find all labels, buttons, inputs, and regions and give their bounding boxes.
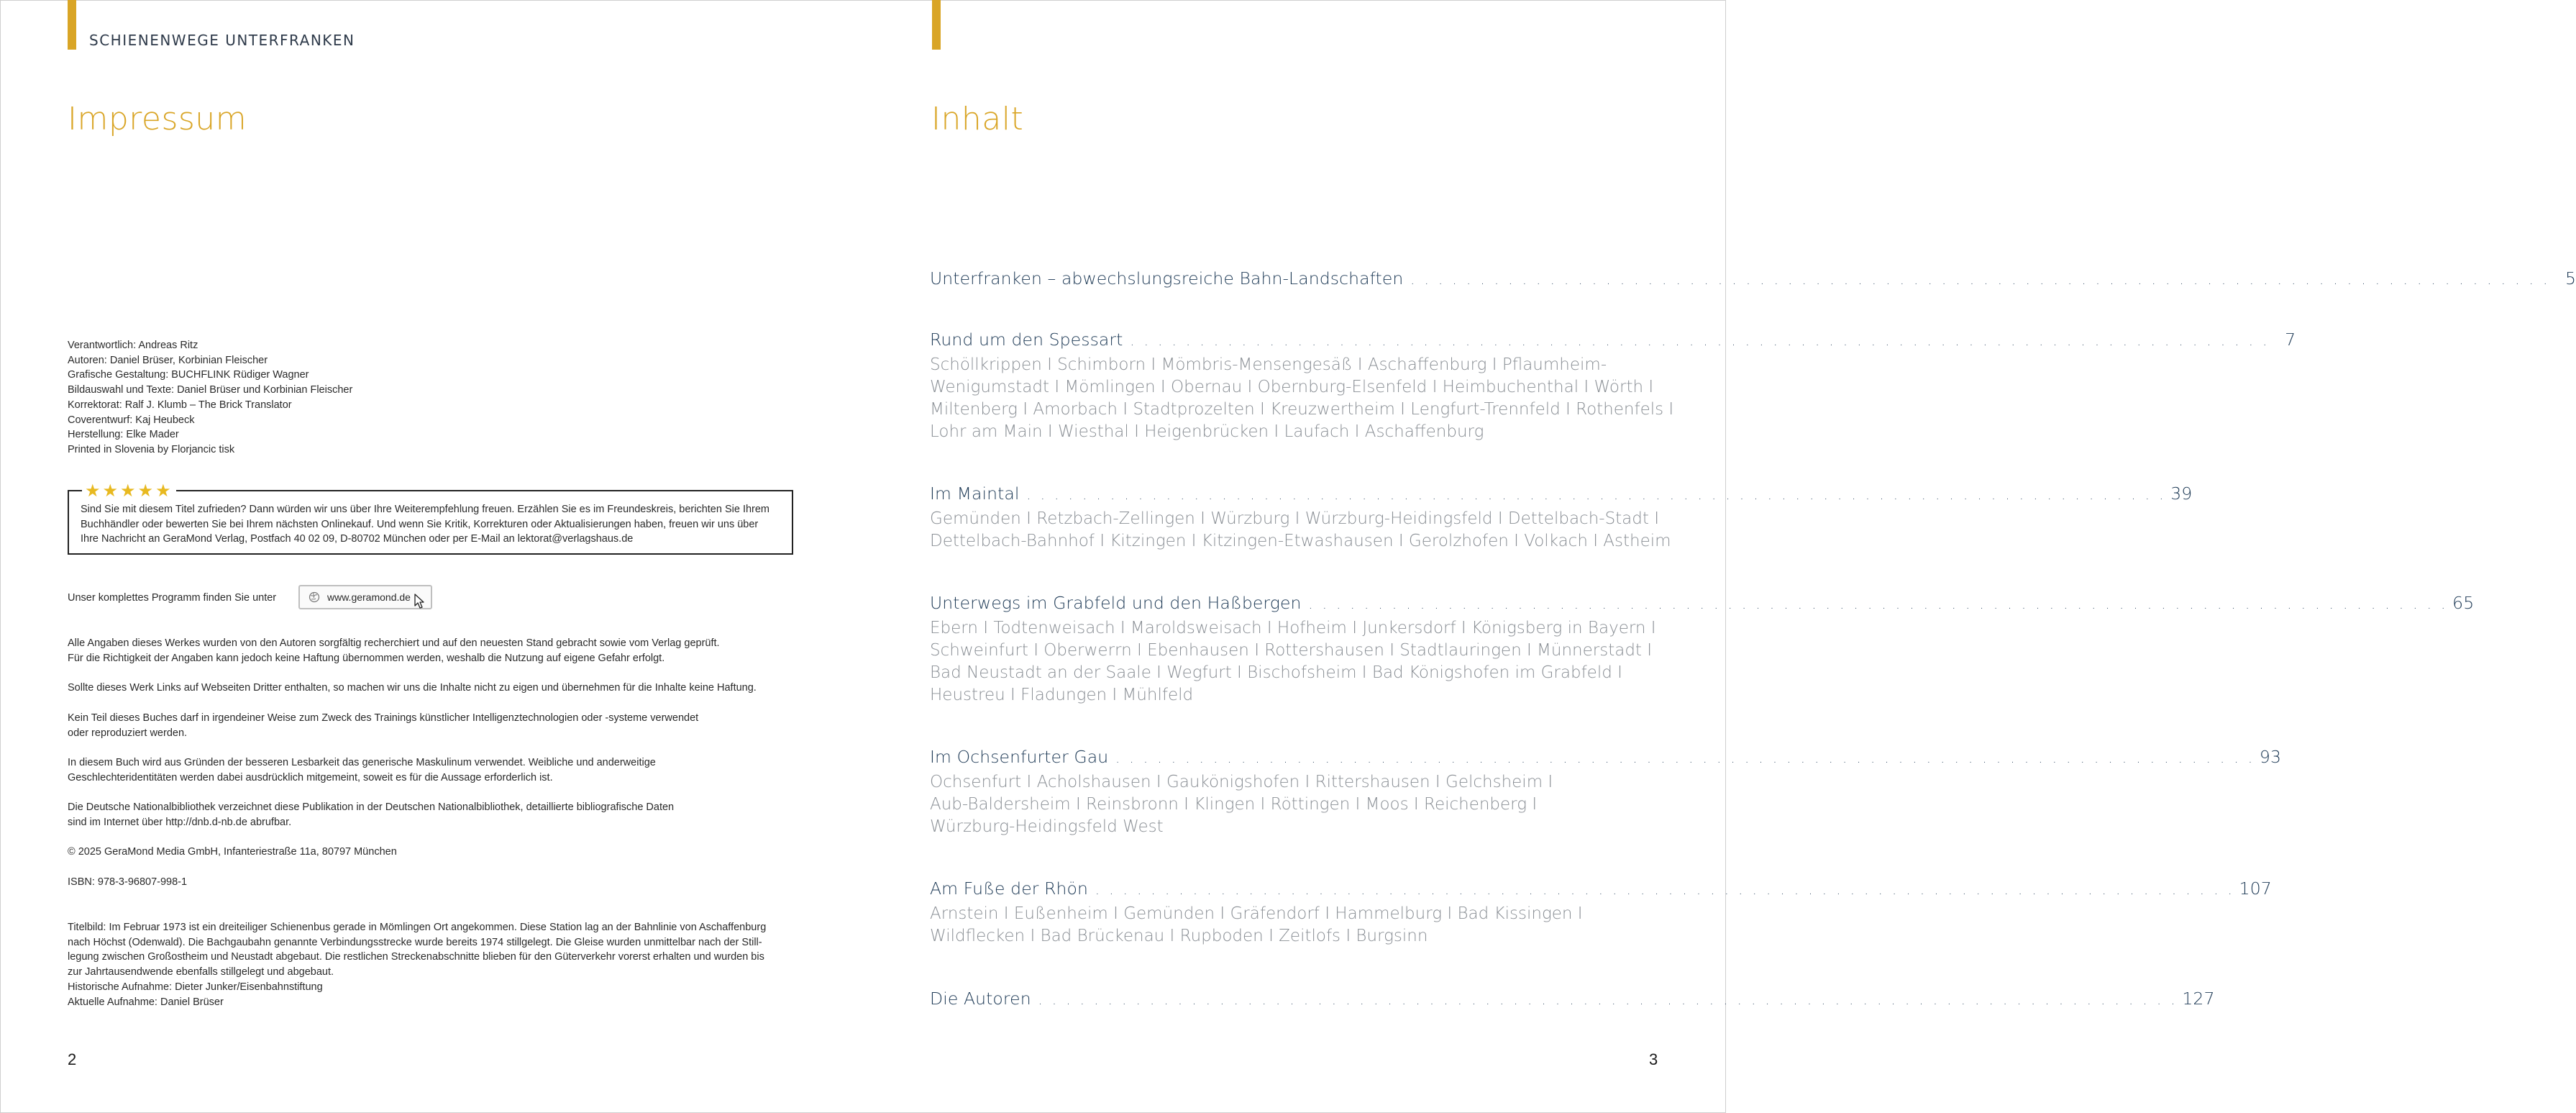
running-head: SCHIENENWEGE UNTERFRANKEN <box>89 32 355 49</box>
legal-line: nach Höchst (Odenwald). Die Bachgaubahn genannte Verbindungsstrecke wurde bereits 1974 stillgelegt. Die Gleise wurden unmittelbar nach der Still- <box>68 936 762 948</box>
toc-entry[interactable] <box>930 878 2272 948</box>
legal-ai-training <box>68 711 801 740</box>
legal-line: Die Deutsche Nationalbibliothek verzeichnet diese Publikation in der Deutschen Nationalbibliothek, detaillierte bibliografische Daten <box>68 801 675 813</box>
toc-places-line: Heustreu I Fladungen I Mühlfeld <box>930 686 1194 704</box>
legal-line: ISBN: 978-3-96807-998-1 <box>68 876 188 888</box>
credit-line: Verantwortlich: Andreas Ritz <box>68 340 198 351</box>
toc-places-line: Ochsenfurt I Acholshausen I Gaukönigshofen I Rittershausen I Gelchsheim I <box>930 773 1553 791</box>
legal-line: legung zwischen Großostheim und Neustadt abgebaut. Die restlichen Streckenabschnitte blieben für den Güterverkehr vorerst erhalten und wurden bis <box>68 951 764 963</box>
legal-accuracy <box>68 636 801 665</box>
legal-line: Titelbild: Im Februar 1973 ist ein dreiteiliger Schienenbus gerade in Mömlingen Ort angekommen. Diese Station lag an der Bahnlinie von Aschaffenburg <box>68 922 767 933</box>
toc-places-line: Arnstein I Eußenheim I Gemünden I Gräfendorf I Hammelburg I Bad Kissingen I <box>930 904 1583 923</box>
feedback-line: Buchhändler oder bewerten Sie bei Ihrem nächsten Onlinekauf. Und wenn Sie Kritik, Korrekturen oder Aktualisierungen haben, freuen wir uns über <box>81 518 759 530</box>
legal-dnb <box>68 800 801 830</box>
toc-places-line: Schöllkrippen I Schimborn I Mömbris-Mensengesäß I Aschaffenburg I Pflaumheim- <box>930 355 1607 374</box>
toc-places-line: Gemünden I Retzbach-Zellingen I Würzburg I Würzburg-Heidingsfeld I Dettelbach-Stadt I <box>930 509 1659 528</box>
legal-gender-note <box>68 755 801 785</box>
page-number-left: 2 <box>68 1050 77 1068</box>
website-url: www.geramond.de <box>327 591 411 603</box>
legal-line: In diesem Buch wird aus Gründen der besseren Lesbarkeit das generische Maskulinum verwendet. Weibliche und anderweitige <box>68 757 656 768</box>
feedback-line: Sind Sie mit diesem Titel zufrieden? Dann würden wir uns über Ihre Weiterempfehlung freuen. Erzählen Sie es im Freundeskreis, berichten Sie Ihrem <box>81 504 770 515</box>
page-number-right: 3 <box>1649 1050 1658 1068</box>
feedback-text <box>81 502 793 547</box>
left-accent-bar <box>68 0 76 50</box>
toc-title: Rund um den Spessart <box>930 330 1123 350</box>
rating-stars-icon: ★★★★★ <box>82 481 176 502</box>
toc-entry[interactable] <box>930 593 2475 707</box>
toc-places-line: Schweinfurt I Oberwerrn I Ebenhausen I Rottershausen I Stadtlauringen I Münnerstadt I <box>930 641 1653 660</box>
credit-line: Herstellung: Elke Mader <box>68 429 179 441</box>
toc-places-line: Wenigumstadt I Mömlingen I Obernau I Obernburg-Elsenfeld I Heimbuchenthal I Wörth I <box>930 378 1654 396</box>
isbn-line <box>68 875 801 890</box>
toc-places <box>930 354 1674 443</box>
credit-line: Autoren: Daniel Brüser, Korbinian Fleischer <box>68 354 268 366</box>
legal-line: sind im Internet über http://dnb.d-nb.de abrufbar. <box>68 816 292 828</box>
impressum-heading: Impressum <box>68 101 247 137</box>
credits-block <box>68 338 352 458</box>
toc-places <box>930 617 1656 707</box>
toc-page-number: 39 <box>2170 483 2193 504</box>
legal-line: Kein Teil dieses Buches darf in irgendeiner Weise zum Zweck des Trainings künstlicher Intelligenztechnologien oder -systeme verwendet <box>68 712 699 724</box>
credit-line: Bildauswahl und Texte: Daniel Brüser und Korbinian Fleischer <box>68 384 353 396</box>
toc-leader: . . . . . . . . . . . . . . . . . . . . . . . . . . . . . . . . . . . . . . . . . . . . . . . . . . . . . . . . . . . . . . . . . . . . . . . . . . . . . . . . . . <box>1115 751 2255 766</box>
toc-entry[interactable] <box>930 989 2215 1009</box>
legal-line: zur Jahrtausendwende ebenfalls stillgelegt und abgebaut. <box>68 966 334 978</box>
copyright-line <box>68 845 801 860</box>
toc-page-number: 127 <box>2182 989 2215 1009</box>
legal-line: Aktuelle Aufnahme: Daniel Brüser <box>68 996 224 1008</box>
right-accent-bar <box>932 0 941 50</box>
toc-places-line: Bad Neustadt an der Saale I Wegfurt I Bischofsheim I Bad Königshofen im Grabfeld I <box>930 663 1622 682</box>
legal-line: Sollte dieses Werk Links auf Webseiten Dritter enthalten, so machen wir uns die Inhalte nicht zu eigen und übernehmen für die Inhalte keine Haftung. <box>68 682 757 694</box>
credit-line: Korrektorat: Ralf J. Klumb – The Brick Translator <box>68 399 292 411</box>
toc-leader: . . . . . . . . . . . . . . . . . . . . . . . . . . . . . . . . . . . . . . . . . . . . . . . . . . . . . . . . . . . . . . . . . . . . . . . . . . . . . . . . . . <box>1410 273 2551 288</box>
toc-places-line: Wildflecken I Bad Brückenau I Rupboden I Zeitlofs I Burgsinn <box>930 927 1428 945</box>
toc-places-line: Aub-Baldersheim I Reinsbronn I Klingen I Röttingen I Moos I Reichenberg I <box>930 795 1538 814</box>
legal-line: Für die Richtigkeit der Angaben kann jedoch keine Haftung übernommen werden, weshalb die Nutzung auf eigene Gefahr erfolgt. <box>68 652 665 664</box>
toc-title: Im Maintal <box>930 483 1020 504</box>
toc-entry[interactable] <box>930 747 2281 838</box>
toc-places-line: Ebern I Todtenweisach I Maroldsweisach I Hofheim I Junkersdorf I Königsberg in Bayern I <box>930 619 1656 637</box>
toc-page-number: 93 <box>2259 747 2281 767</box>
credit-line: Coverentwurf: Kaj Heubeck <box>68 414 195 426</box>
toc-entry[interactable] <box>930 483 2193 553</box>
legal-line: oder reproduziert werden. <box>68 727 188 739</box>
toc-title: Im Ochsenfurter Gau <box>930 747 1109 767</box>
toc-page-number: 5 <box>2565 268 2576 289</box>
program-text: Unser komplettes Programm finden Sie unter <box>68 592 277 604</box>
toc-places-line: Lohr am Main I Wiesthal I Heigenbrücken I Laufach I Aschaffenburg <box>930 422 1484 441</box>
toc-places <box>930 903 1620 948</box>
toc-page-number: 7 <box>2285 330 2296 350</box>
cover-caption <box>68 920 801 1009</box>
mouse-cursor-icon <box>414 594 426 609</box>
toc-places-line: Dettelbach-Bahnhof I Kitzingen I Kitzingen-Etwashausen I Gerolzhofen I Volkach I Astheim <box>930 532 1671 550</box>
toc-title: Unterfranken – abwechslungsreiche Bahn-Landschaften <box>930 268 1404 289</box>
legal-line: Alle Angaben dieses Werkes wurden von den Autoren sorgfältig recherchiert und auf den neuesten Stand gebracht sowie vom Verlag geprüft. <box>68 637 720 649</box>
toc-page-number: 107 <box>2239 878 2272 899</box>
toc-places-line: Miltenberg I Amorbach I Stadtprozelten I Kreuzwertheim I Lengfurt-Trennfeld I Rothenfels I <box>930 400 1674 419</box>
globe-icon <box>309 591 320 603</box>
toc-leader: . . . . . . . . . . . . . . . . . . . . . . . . . . . . . . . . . . . . . . . . . . . . . . . . . . . . . . . . . . . . . . . . . . . . . . . . . . . . . . . . . . <box>1026 488 2167 503</box>
feedback-line: Ihre Nachricht an GeraMond Verlag, Postfach 40 02 09, D-80702 München oder per E-Mail an lektorat@verlagshaus.de <box>81 533 634 545</box>
credit-line: Grafische Gestaltung: BUCHFLINK Rüdiger Wagner <box>68 369 309 381</box>
toc-places <box>930 508 1671 553</box>
toc-places <box>930 771 1620 838</box>
toc-leader: . . . . . . . . . . . . . . . . . . . . . . . . . . . . . . . . . . . . . . . . . . . . . . . . . . . . . . . . . . . . . . . . . . . . . . . . . . . . . . . . . . <box>1038 993 2178 1008</box>
toc-places-line: Würzburg-Heidingsfeld West <box>930 817 1164 836</box>
inhalt-heading: Inhalt <box>931 101 1024 137</box>
toc-title: Die Autoren <box>930 989 1031 1009</box>
credit-line: Printed in Slovenia by Florjancic tisk <box>68 443 235 455</box>
legal-line: © 2025 GeraMond Media GmbH, Infanteriestraße 11a, 80797 München <box>68 846 397 858</box>
toc-title: Am Fuße der Rhön <box>930 878 1088 899</box>
toc-page-number: 65 <box>2452 593 2475 613</box>
legal-links <box>68 681 801 696</box>
toc-leader: . . . . . . . . . . . . . . . . . . . . . . . . . . . . . . . . . . . . . . . . . . . . . . . . . . . . . . . . . . . . . . . . . . . . . . . . . . . . . . . . . . <box>1095 883 2235 898</box>
legal-line: Geschlechteridentitäten werden dabei ausdrücklich mitgemeint, soweit es für die Aussage erforderlich ist. <box>68 771 553 783</box>
toc-title: Unterwegs im Grabfeld und den Haßbergen <box>930 593 1302 613</box>
toc-leader: . . . . . . . . . . . . . . . . . . . . . . . . . . . . . . . . . . . . . . . . . . . . . . . . . . . . . . . . . . . . . . . . . . . . . . . . . . . . . . . . . . <box>1130 334 2270 349</box>
toc-entry[interactable] <box>930 330 2296 443</box>
legal-line: Historische Aufnahme: Dieter Junker/Eisenbahnstiftung <box>68 981 323 993</box>
toc-entry[interactable] <box>930 268 2576 289</box>
website-url-button[interactable] <box>298 585 432 609</box>
toc-leader: . . . . . . . . . . . . . . . . . . . . . . . . . . . . . . . . . . . . . . . . . . . . . . . . . . . . . . . . . . . . . . . . . . . . . . . . . . . . . . . . . . <box>1308 597 2449 612</box>
